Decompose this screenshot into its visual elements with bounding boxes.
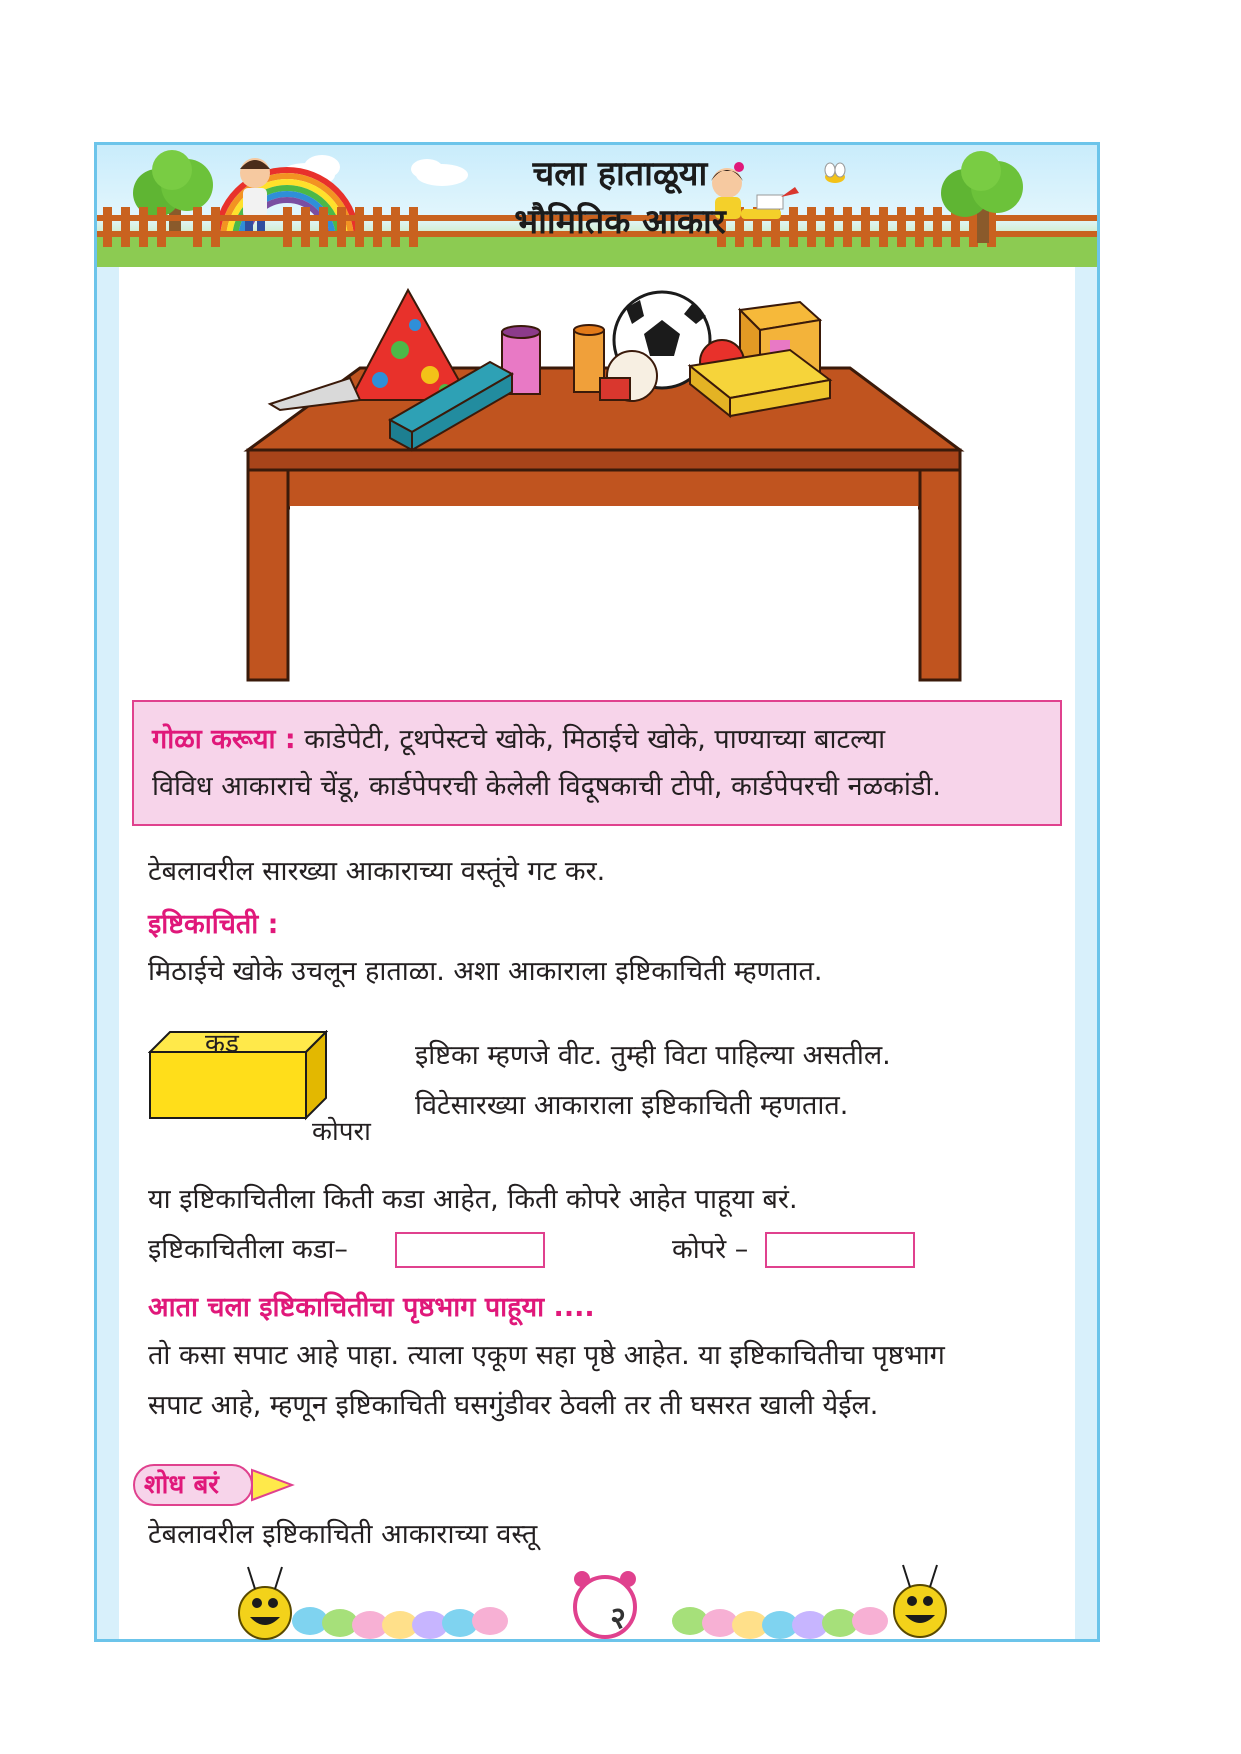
table-apron (248, 470, 960, 508)
table-leg-left (248, 470, 288, 680)
right-border-strip (1075, 267, 1097, 1639)
page-number: २ (610, 1601, 626, 1636)
cuboid-heading: इष्टिकाचिती : (148, 909, 279, 940)
instruction-text: टेबलावरील सारख्या आकाराच्या वस्तूंचे गट कर. (148, 856, 606, 887)
edges-answer-input[interactable] (395, 1232, 545, 1268)
caterpillar-left-icon (239, 1567, 291, 1639)
corner-label: कोपरा (312, 1117, 371, 1147)
collect-text-2: विविध आकाराचे चेंडू, कार्डपेपरची केलेली विदूषकाची टोपी, कार्डपेपरची नळकांडी. (152, 771, 941, 802)
cuboid-desc-1: इष्टिका म्हणजे वीट. तुम्ही विटा पाहिल्या असतील. (415, 1040, 891, 1071)
surface-text-2: सपाट आहे, म्हणून इष्टिकाचिती घसगुंडीवर ठेवली तर ती घसरत खाली येईल. (148, 1390, 879, 1421)
caterpillar-right-icon (894, 1565, 946, 1637)
find-label: शोध बरं (144, 1470, 219, 1500)
collect-materials-box (132, 700, 1062, 826)
surface-text-1: तो कसा सपाट आहे पाहा. त्याला एकूण सहा पृष्ठे आहेत. या इष्टिकाचितीचा पृष्ठभाग (148, 1340, 945, 1371)
tree-icon (961, 151, 1001, 191)
table-gap (290, 506, 918, 516)
cloud-icon (411, 159, 443, 179)
title-line-1: चला हाताळूया (532, 154, 708, 194)
find-text: टेबलावरील इष्टिकाचिती आकाराच्या वस्तू (148, 1519, 538, 1550)
table-leg-right (920, 470, 960, 680)
title-line-2: भौमितिक आकार (514, 202, 726, 242)
corners-label: कोपरे – (672, 1234, 749, 1265)
collect-text-1: काडेपेटी, टूथपेस्टचे खोके, मिठाईचे खोके, पाण्याच्या बाटल्या (304, 724, 886, 755)
collect-line-1 (152, 716, 1042, 763)
cuboid-desc-2: विटेसारख्या आकाराला इष्टिकाचिती म्हणतात. (415, 1090, 849, 1121)
corners-answer-input[interactable] (765, 1232, 915, 1268)
edge-label: कड (205, 1029, 239, 1059)
cuboid-front-face (150, 1052, 306, 1118)
table-edge (248, 450, 960, 470)
page-title (470, 150, 770, 246)
tree-icon (152, 150, 192, 190)
collect-label: गोळा करूया : (152, 724, 296, 755)
find-label-tag (132, 1462, 260, 1508)
cuboid-intro: मिठाईचे खोके उचलून हाताळा. अशा आकाराला इष्टिकाचिती म्हणतात. (148, 956, 823, 987)
count-question: या इष्टिकाचितीला किती कडा आहेत, किती कोपरे आहेत पाहूया बरं. (148, 1184, 798, 1215)
table-with-objects-illustration (230, 280, 990, 690)
surface-heading: आता चला इष्टिकाचितीचा पृष्ठभाग पाहूया .... (148, 1292, 595, 1323)
left-border-strip (97, 267, 119, 1639)
matchbox-icon (600, 378, 630, 400)
edges-label: इष्टिकाचितीला कडा– (148, 1234, 348, 1265)
bee-icon (825, 163, 845, 183)
